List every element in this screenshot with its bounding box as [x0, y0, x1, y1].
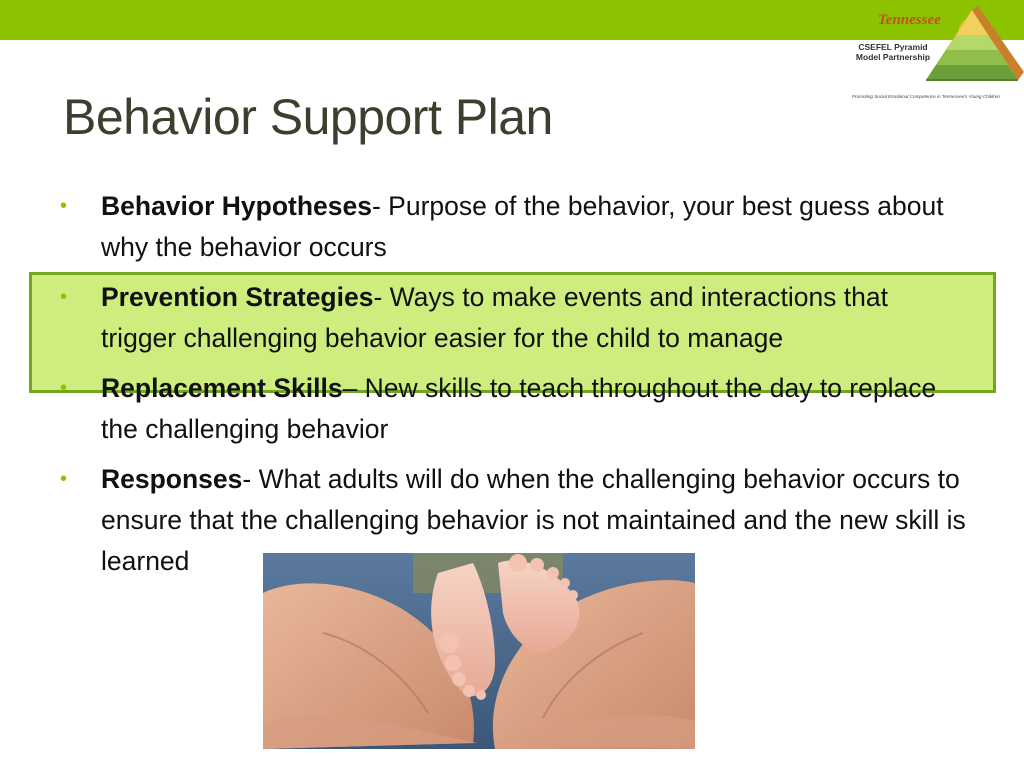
slide-title: Behavior Support Plan — [63, 89, 553, 145]
bullet-term: Responses — [101, 464, 243, 494]
bullet-term: Prevention Strategies — [101, 282, 374, 312]
bullet-behavior-hypotheses — [60, 186, 970, 268]
bullet-term: Behavior Hypotheses — [101, 191, 372, 221]
hands-baby-feet-photo — [263, 553, 695, 749]
bullet-text: - Ways to make events and interactions that trigger challenging behavior easier for the child to manage — [101, 282, 888, 353]
logo-tagline: Promoting Social Emotional Competence in Tennessee's Young Children — [852, 94, 1000, 99]
bullet-list — [60, 186, 970, 591]
bullet-dot-icon: • — [60, 377, 68, 399]
bullet-dot-icon: • — [60, 286, 68, 308]
logo-partnership-name: CSEFEL Pyramid Model Partnership — [855, 42, 931, 62]
logo-state-name: Tennessee — [878, 12, 941, 28]
bullet-text: - Purpose of the behavior, your best guess about why the behavior occurs — [101, 191, 944, 262]
bullet-text: - What adults will do when the challenging behavior occurs to ensure that the challenging behavior is not maintained and the new skill is learned — [101, 464, 966, 576]
bullet-text: – New skills to teach throughout the day to replace the challenging behavior — [101, 373, 937, 444]
bullet-dot-icon: • — [60, 195, 68, 217]
bullet-dot-icon: • — [60, 468, 68, 490]
bullet-term: Replacement Skills — [101, 373, 343, 403]
csefel-logo — [838, 2, 1024, 106]
bullet-prevention-strategies — [60, 277, 970, 359]
bullet-replacement-skills — [60, 368, 970, 450]
